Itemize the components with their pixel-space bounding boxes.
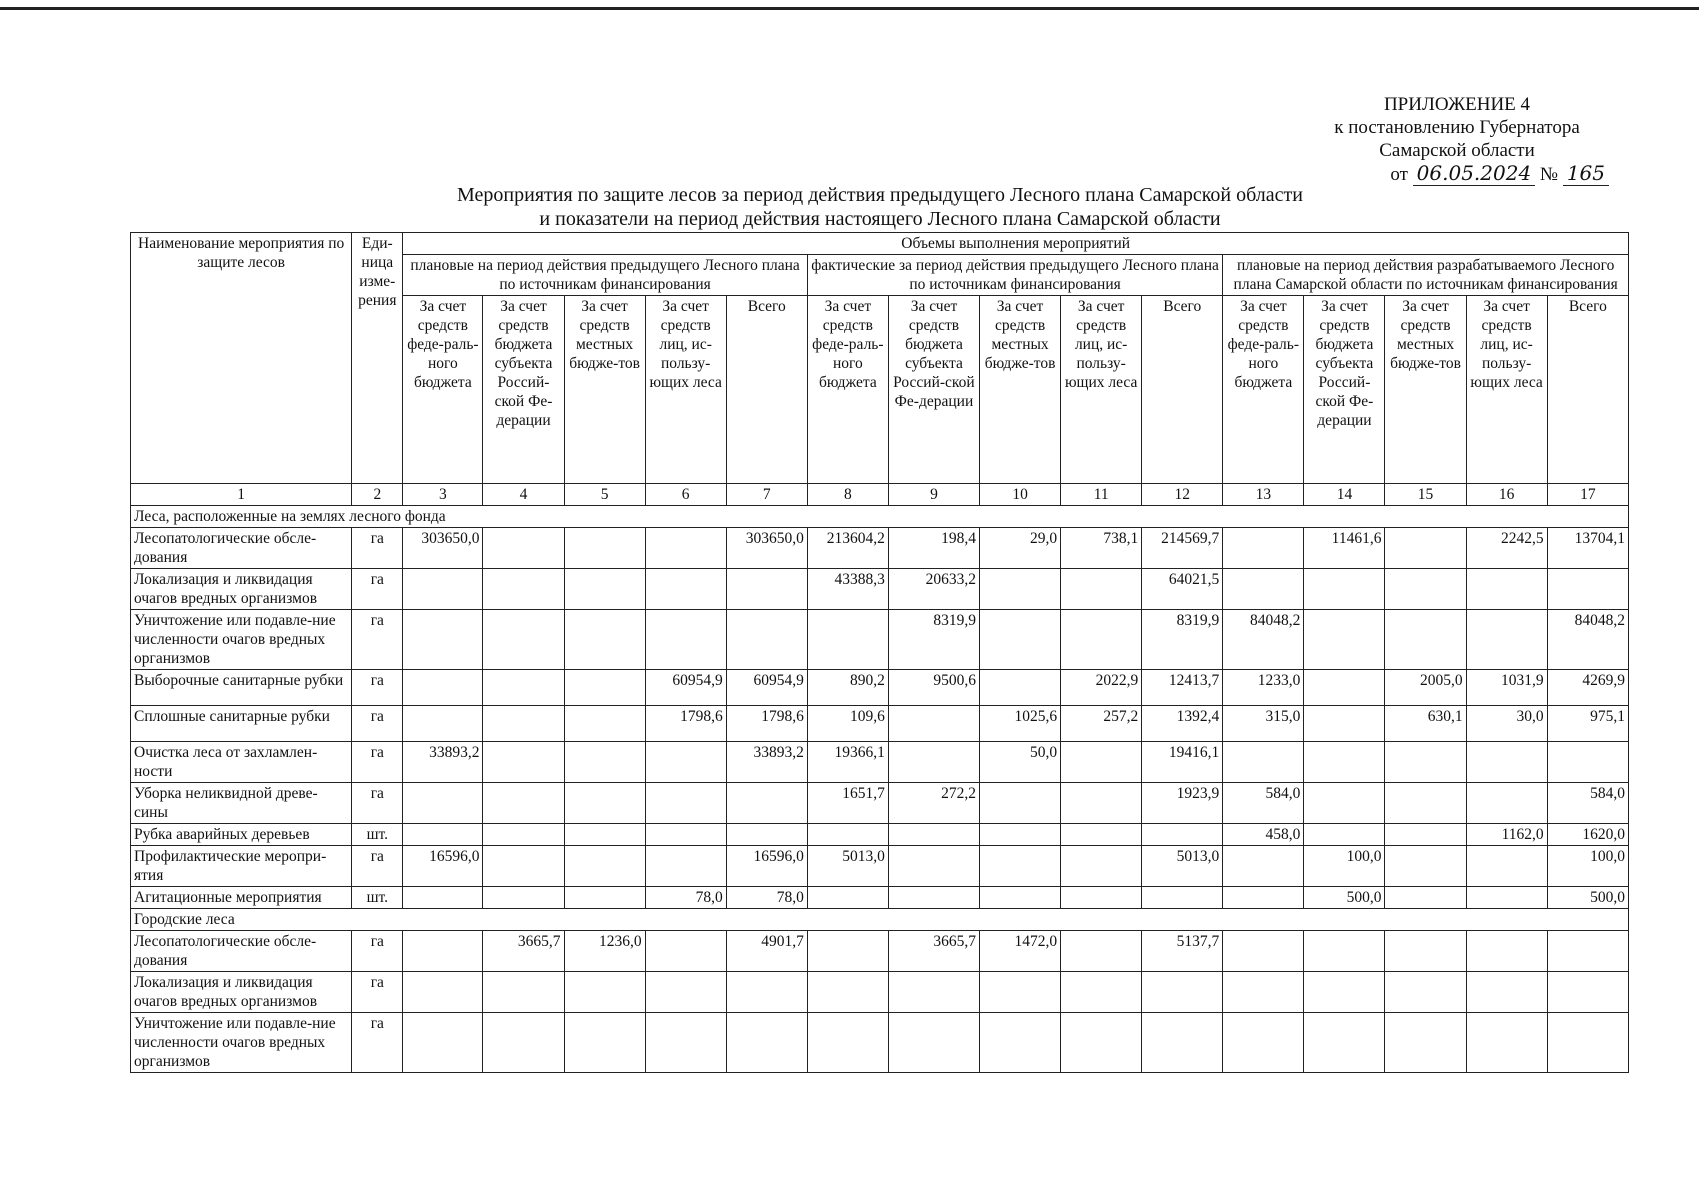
cell-col-14: 11461,6 [1304, 528, 1385, 569]
cell-col-12: 1392,4 [1142, 706, 1223, 742]
cell-col-15 [1385, 824, 1466, 846]
subheader-group1-col4: За счет средств лиц, ис-пользу-ющих леса [645, 296, 726, 484]
cell-col-17: 100,0 [1547, 846, 1628, 887]
cell-col-10 [980, 670, 1061, 706]
table-row [131, 972, 1629, 1013]
scan-top-edge [0, 0, 1699, 10]
cell-col-12: 8319,9 [1142, 610, 1223, 670]
cell-col-7 [726, 783, 807, 824]
cell-col-3 [403, 887, 483, 909]
row-unit: га [352, 528, 403, 569]
table-row [131, 528, 1629, 569]
cell-col-16 [1466, 931, 1547, 972]
column-number-12: 12 [1142, 484, 1223, 506]
row-unit: шт. [352, 824, 403, 846]
cell-col-9 [888, 742, 979, 783]
section-title-urban-forests: Городские леса [131, 909, 1629, 931]
cell-col-4 [483, 972, 564, 1013]
column-number-11: 11 [1061, 484, 1142, 506]
annex-line-3: Самарской области [1379, 140, 1535, 161]
cell-col-11 [1061, 846, 1142, 887]
cell-col-13 [1223, 846, 1304, 887]
cell-col-6 [645, 931, 726, 972]
column-number-5: 5 [564, 484, 645, 506]
cell-col-13 [1223, 972, 1304, 1013]
row-unit: га [352, 742, 403, 783]
cell-col-9: 198,4 [888, 528, 979, 569]
cell-col-17: 975,1 [1547, 706, 1628, 742]
cell-col-10: 29,0 [980, 528, 1061, 569]
cell-col-6: 1798,6 [645, 706, 726, 742]
column-number-14: 14 [1304, 484, 1385, 506]
cell-col-3 [403, 610, 483, 670]
cell-col-9 [888, 846, 979, 887]
cell-col-12: 1923,9 [1142, 783, 1223, 824]
cell-col-11 [1061, 1013, 1142, 1073]
section-row-forest-fund [131, 506, 1629, 528]
table-row [131, 931, 1629, 972]
column-numbers-row [131, 484, 1629, 506]
cell-col-7: 60954,9 [726, 670, 807, 706]
cell-col-8 [807, 931, 888, 972]
column-number-8: 8 [807, 484, 888, 506]
cell-col-9 [888, 972, 979, 1013]
cell-col-8 [807, 824, 888, 846]
cell-col-13: 1233,0 [1223, 670, 1304, 706]
cell-col-17 [1547, 569, 1628, 610]
cell-col-17: 584,0 [1547, 783, 1628, 824]
column-number-7: 7 [726, 484, 807, 506]
handwritten-number: 165 [1563, 162, 1609, 186]
cell-col-8 [807, 610, 888, 670]
cell-col-17 [1547, 972, 1628, 1013]
cell-col-3: 16596,0 [403, 846, 483, 887]
subheader-group2-col5: Всего [1142, 296, 1223, 484]
cell-col-16 [1466, 742, 1547, 783]
row-unit: шт. [352, 887, 403, 909]
row-unit: га [352, 706, 403, 742]
cell-col-4 [483, 670, 564, 706]
cell-col-6: 78,0 [645, 887, 726, 909]
cell-col-4 [483, 887, 564, 909]
annex-block [1297, 93, 1617, 186]
cell-col-5: 1236,0 [564, 931, 645, 972]
cell-col-5 [564, 569, 645, 610]
header-group-planned-current: плановые на период действия разрабатываемого Лесного плана Самарской области по источникам финансирования [1223, 255, 1629, 296]
section-title-forest-fund: Леса, расположенные на землях лесного фонда [131, 506, 1629, 528]
cell-col-7 [726, 610, 807, 670]
cell-col-7: 303650,0 [726, 528, 807, 569]
cell-col-15 [1385, 569, 1466, 610]
cell-col-5 [564, 742, 645, 783]
row-name: Лесопатологические обсле-дования [131, 931, 352, 972]
cell-col-17: 500,0 [1547, 887, 1628, 909]
cell-col-16 [1466, 887, 1547, 909]
cell-col-14 [1304, 742, 1385, 783]
subheader-group1-col1: За счет средств феде-раль-ного бюджета [403, 296, 483, 484]
cell-col-12: 12413,7 [1142, 670, 1223, 706]
cell-col-10 [980, 824, 1061, 846]
subheader-group3-col4: За счет средств лиц, ис-пользу-ющих леса [1466, 296, 1547, 484]
cell-col-3: 33893,2 [403, 742, 483, 783]
cell-col-17: 84048,2 [1547, 610, 1628, 670]
cell-col-11 [1061, 569, 1142, 610]
cell-col-4 [483, 742, 564, 783]
cell-col-15 [1385, 1013, 1466, 1073]
table-row [131, 887, 1629, 909]
cell-col-13 [1223, 1013, 1304, 1073]
cell-col-11 [1061, 610, 1142, 670]
cell-col-3 [403, 931, 483, 972]
table-row [131, 783, 1629, 824]
cell-col-8 [807, 1013, 888, 1073]
handwritten-date: 06.05.2024 [1413, 162, 1536, 186]
column-number-16: 16 [1466, 484, 1547, 506]
cell-col-15 [1385, 887, 1466, 909]
cell-col-6 [645, 528, 726, 569]
cell-col-4 [483, 846, 564, 887]
subheader-group3-col1: За счет средств феде-раль-ного бюджета [1223, 296, 1304, 484]
row-name: Очистка леса от захламлен-ности [131, 742, 352, 783]
column-number-9: 9 [888, 484, 979, 506]
cell-col-12 [1142, 1013, 1223, 1073]
cell-col-14 [1304, 783, 1385, 824]
column-number-6: 6 [645, 484, 726, 506]
row-name: Локализация и ликвидация очагов вредных организмов [131, 569, 352, 610]
cell-col-3 [403, 1013, 483, 1073]
cell-col-11 [1061, 972, 1142, 1013]
row-unit: га [352, 1013, 403, 1073]
column-number-4: 4 [483, 484, 564, 506]
cell-col-6 [645, 610, 726, 670]
cell-col-4 [483, 1013, 564, 1073]
cell-col-8 [807, 972, 888, 1013]
cell-col-14 [1304, 824, 1385, 846]
row-name: Уничтожение или подавле-ние численности очагов вредных организмов [131, 1013, 352, 1073]
cell-col-14 [1304, 670, 1385, 706]
cell-col-14: 500,0 [1304, 887, 1385, 909]
table-row [131, 824, 1629, 846]
cell-col-11 [1061, 931, 1142, 972]
cell-col-14 [1304, 706, 1385, 742]
cell-col-13 [1223, 528, 1304, 569]
cell-col-10: 1472,0 [980, 931, 1061, 972]
cell-col-13 [1223, 742, 1304, 783]
header-unit: Еди-ница изме-рения [352, 233, 403, 484]
cell-col-7 [726, 569, 807, 610]
row-unit: га [352, 569, 403, 610]
cell-col-15 [1385, 783, 1466, 824]
cell-col-5 [564, 670, 645, 706]
header-name: Наименование мероприятия по защите лесов [131, 233, 352, 484]
row-name: Агитационные мероприятия [131, 887, 352, 909]
cell-col-6: 60954,9 [645, 670, 726, 706]
cell-col-17: 1620,0 [1547, 824, 1628, 846]
table-row [131, 742, 1629, 783]
table-row [131, 569, 1629, 610]
cell-col-15 [1385, 931, 1466, 972]
table-row [131, 1013, 1629, 1073]
cell-col-5 [564, 1013, 645, 1073]
cell-col-11: 257,2 [1061, 706, 1142, 742]
cell-col-16 [1466, 846, 1547, 887]
cell-col-12: 5137,7 [1142, 931, 1223, 972]
cell-col-5 [564, 846, 645, 887]
header-group-actual-previous: фактические за период действия предыдущего Лесного плана по источникам финансирования [807, 255, 1222, 296]
cell-col-16 [1466, 569, 1547, 610]
cell-col-12: 64021,5 [1142, 569, 1223, 610]
table-row [131, 670, 1629, 706]
cell-col-16 [1466, 783, 1547, 824]
cell-col-4 [483, 610, 564, 670]
subheader-group1-col3: За счет средств местных бюдже-тов [564, 296, 645, 484]
subheader-group3-col5: Всего [1547, 296, 1628, 484]
cell-col-4: 3665,7 [483, 931, 564, 972]
table-row [131, 846, 1629, 887]
cell-col-17 [1547, 742, 1628, 783]
cell-col-16: 30,0 [1466, 706, 1547, 742]
column-number-2: 2 [352, 484, 403, 506]
cell-col-9: 272,2 [888, 783, 979, 824]
cell-col-4 [483, 824, 564, 846]
cell-col-16 [1466, 610, 1547, 670]
number-prefix: № [1539, 164, 1559, 185]
cell-col-9: 9500,6 [888, 670, 979, 706]
cell-col-7 [726, 972, 807, 1013]
row-name: Локализация и ликвидация очагов вредных организмов [131, 972, 352, 1013]
cell-col-10 [980, 1013, 1061, 1073]
cell-col-9: 20633,2 [888, 569, 979, 610]
cell-col-8: 1651,7 [807, 783, 888, 824]
cell-col-15 [1385, 972, 1466, 1013]
column-number-1: 1 [131, 484, 352, 506]
cell-col-6 [645, 846, 726, 887]
column-number-3: 3 [403, 484, 483, 506]
cell-col-10: 50,0 [980, 742, 1061, 783]
row-unit: га [352, 846, 403, 887]
cell-col-12 [1142, 887, 1223, 909]
cell-col-7 [726, 1013, 807, 1073]
cell-col-9 [888, 1013, 979, 1073]
cell-col-4 [483, 528, 564, 569]
row-name: Уборка неликвидной древе-сины [131, 783, 352, 824]
title-line-1: Мероприятия по защите лесов за период действия предыдущего Лесного плана Самарской области [457, 184, 1303, 206]
cell-col-6 [645, 783, 726, 824]
cell-col-10 [980, 569, 1061, 610]
cell-col-13: 584,0 [1223, 783, 1304, 824]
cell-col-5 [564, 706, 645, 742]
cell-col-10: 1025,6 [980, 706, 1061, 742]
cell-col-17 [1547, 931, 1628, 972]
cell-col-6 [645, 824, 726, 846]
header-volumes: Объемы выполнения мероприятий [403, 233, 1629, 255]
row-name: Уничтожение или подавле-ние численности очагов вредных организмов [131, 610, 352, 670]
measures-table [130, 232, 1629, 1073]
date-prefix: от [1390, 164, 1408, 185]
cell-col-8: 43388,3 [807, 569, 888, 610]
cell-col-8: 213604,2 [807, 528, 888, 569]
table-row [131, 706, 1629, 742]
cell-col-6 [645, 972, 726, 1013]
cell-col-8 [807, 887, 888, 909]
cell-col-11 [1061, 742, 1142, 783]
cell-col-17 [1547, 1013, 1628, 1073]
cell-col-13: 458,0 [1223, 824, 1304, 846]
subheader-group2-col3: За счет средств местных бюдже-тов [980, 296, 1061, 484]
cell-col-9 [888, 887, 979, 909]
cell-col-9 [888, 706, 979, 742]
cell-col-10 [980, 846, 1061, 887]
subheader-group2-col4: За счет средств лиц, ис-пользу-ющих леса [1061, 296, 1142, 484]
annex-line-2: к постановлению Губернатора [1334, 117, 1580, 138]
title-line-2: и показатели на период действия настоящего Лесного плана Самарской области [539, 208, 1221, 230]
cell-col-3 [403, 824, 483, 846]
cell-col-14 [1304, 1013, 1385, 1073]
cell-col-3: 303650,0 [403, 528, 483, 569]
cell-col-4 [483, 569, 564, 610]
cell-col-16 [1466, 972, 1547, 1013]
cell-col-10 [980, 610, 1061, 670]
subheader-group1-col5: Всего [726, 296, 807, 484]
cell-col-11: 738,1 [1061, 528, 1142, 569]
cell-col-14 [1304, 972, 1385, 1013]
column-number-17: 17 [1547, 484, 1628, 506]
cell-col-17: 4269,9 [1547, 670, 1628, 706]
cell-col-6 [645, 1013, 726, 1073]
cell-col-16: 2242,5 [1466, 528, 1547, 569]
cell-col-10 [980, 887, 1061, 909]
cell-col-6 [645, 742, 726, 783]
cell-col-5 [564, 528, 645, 569]
cell-col-14 [1304, 569, 1385, 610]
cell-col-16 [1466, 1013, 1547, 1073]
cell-col-7: 4901,7 [726, 931, 807, 972]
cell-col-12 [1142, 972, 1223, 1013]
row-unit: га [352, 931, 403, 972]
cell-col-12 [1142, 824, 1223, 846]
subheader-group3-col3: За счет средств местных бюдже-тов [1385, 296, 1466, 484]
row-unit: га [352, 670, 403, 706]
cell-col-14 [1304, 931, 1385, 972]
cell-col-10 [980, 972, 1061, 1013]
column-number-13: 13 [1223, 484, 1304, 506]
cell-col-8: 109,6 [807, 706, 888, 742]
subheader-group2-col2: За счет средств бюджета субъекта Россий-ской Фе-дерации [888, 296, 979, 484]
cell-col-13: 315,0 [1223, 706, 1304, 742]
cell-col-15: 630,1 [1385, 706, 1466, 742]
cell-col-10 [980, 783, 1061, 824]
cell-col-6 [645, 569, 726, 610]
row-name: Лесопатологические обсле-дования [131, 528, 352, 569]
cell-col-12: 5013,0 [1142, 846, 1223, 887]
cell-col-8: 890,2 [807, 670, 888, 706]
cell-col-15: 2005,0 [1385, 670, 1466, 706]
cell-col-3 [403, 972, 483, 1013]
row-name: Профилактические меропри-ятия [131, 846, 352, 887]
cell-col-16: 1162,0 [1466, 824, 1547, 846]
cell-col-3 [403, 706, 483, 742]
annex-title: ПРИЛОЖЕНИЕ 4 [1383, 94, 1531, 115]
cell-col-9 [888, 824, 979, 846]
section-row-urban-forests [131, 909, 1629, 931]
cell-col-12: 214569,7 [1142, 528, 1223, 569]
cell-col-5 [564, 887, 645, 909]
cell-col-7: 33893,2 [726, 742, 807, 783]
cell-col-13: 84048,2 [1223, 610, 1304, 670]
cell-col-8: 5013,0 [807, 846, 888, 887]
cell-col-7: 78,0 [726, 887, 807, 909]
cell-col-13 [1223, 887, 1304, 909]
cell-col-3 [403, 670, 483, 706]
document-title [380, 183, 1380, 231]
cell-col-11 [1061, 887, 1142, 909]
cell-col-11 [1061, 824, 1142, 846]
cell-col-11: 2022,9 [1061, 670, 1142, 706]
cell-col-4 [483, 706, 564, 742]
cell-col-3 [403, 569, 483, 610]
cell-col-15 [1385, 528, 1466, 569]
cell-col-9: 3665,7 [888, 931, 979, 972]
cell-col-5 [564, 610, 645, 670]
cell-col-7: 16596,0 [726, 846, 807, 887]
cell-col-15 [1385, 846, 1466, 887]
cell-col-5 [564, 783, 645, 824]
column-number-15: 15 [1385, 484, 1466, 506]
cell-col-15 [1385, 742, 1466, 783]
cell-col-15 [1385, 610, 1466, 670]
subheader-group1-col2: За счет средств бюджета субъекта Россий-ской Фе-дерации [483, 296, 564, 484]
cell-col-12: 19416,1 [1142, 742, 1223, 783]
subheader-group2-col1: За счет средств феде-раль-ного бюджета [807, 296, 888, 484]
cell-col-5 [564, 824, 645, 846]
cell-col-4 [483, 783, 564, 824]
row-unit: га [352, 783, 403, 824]
row-unit: га [352, 610, 403, 670]
column-number-10: 10 [980, 484, 1061, 506]
cell-col-8: 19366,1 [807, 742, 888, 783]
cell-col-13 [1223, 931, 1304, 972]
row-name: Сплошные санитарные рубки [131, 706, 352, 742]
header-group-planned-previous: плановые на период действия предыдущего Лесного плана по источникам финансирования [403, 255, 807, 296]
row-name: Рубка аварийных деревьев [131, 824, 352, 846]
cell-col-17: 13704,1 [1547, 528, 1628, 569]
header-row-1 [131, 233, 1629, 255]
subheader-group3-col2: За счет средств бюджета субъекта Россий-ской Фе-дерации [1304, 296, 1385, 484]
row-unit: га [352, 972, 403, 1013]
cell-col-14: 100,0 [1304, 846, 1385, 887]
cell-col-11 [1061, 783, 1142, 824]
cell-col-13 [1223, 569, 1304, 610]
row-name: Выборочные санитарные рубки [131, 670, 352, 706]
cell-col-7: 1798,6 [726, 706, 807, 742]
cell-col-5 [564, 972, 645, 1013]
table-row [131, 610, 1629, 670]
cell-col-9: 8319,9 [888, 610, 979, 670]
cell-col-7 [726, 824, 807, 846]
cell-col-16: 1031,9 [1466, 670, 1547, 706]
cell-col-14 [1304, 610, 1385, 670]
cell-col-3 [403, 783, 483, 824]
